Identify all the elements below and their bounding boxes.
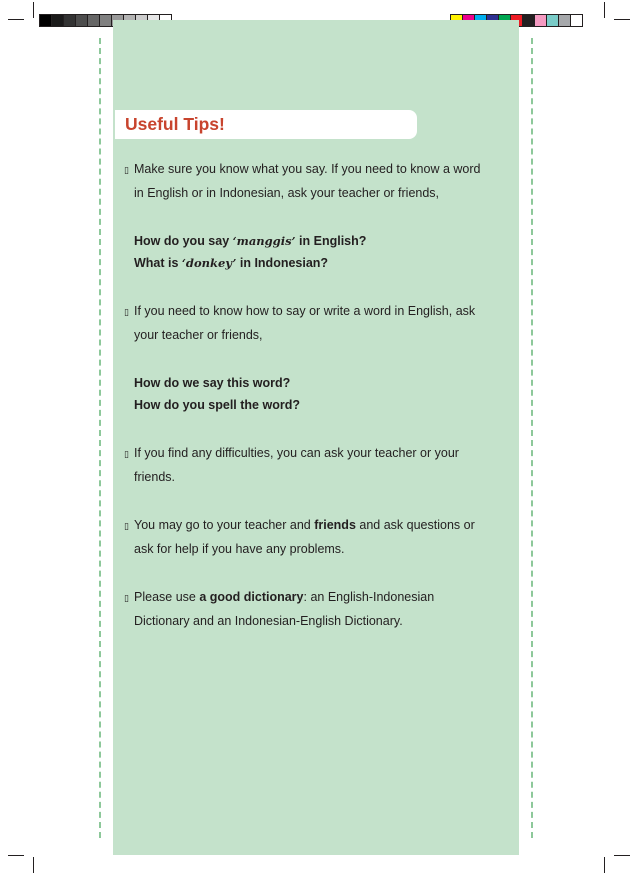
right-guide-line <box>531 38 533 838</box>
emphasis-text: a good dictionary <box>199 590 304 604</box>
tip-text: ask for help if you have any problems. <box>134 542 345 556</box>
example-term: ‘manggis’ <box>232 234 296 248</box>
example-question: How do you say ‘manggis’ in English? <box>134 234 367 248</box>
bullet-icon: ▯ <box>124 166 129 176</box>
tip-5 <box>124 586 519 632</box>
tip-1 <box>124 158 519 204</box>
page-title: Useful Tips! <box>125 114 225 134</box>
crop-mark-br-h <box>614 855 630 856</box>
title-banner <box>115 110 417 139</box>
tip-text: Dictionary and an Indonesian-English Dictionary. <box>134 614 403 628</box>
bullet-icon: ▯ <box>124 594 129 604</box>
tip-text: You may go to your teacher and <box>134 518 315 532</box>
tip-text: your teacher or friends, <box>134 328 263 342</box>
example-question: How do you spell the word? <box>134 398 300 412</box>
tip-text: : an English-Indonesian <box>303 590 435 604</box>
crop-mark-tr-h <box>614 19 630 20</box>
left-guide-line <box>99 38 101 838</box>
tips-content <box>124 158 519 632</box>
tip-text: Please use <box>134 590 200 604</box>
crop-mark-tr-v <box>604 2 605 18</box>
crop-mark-br-v <box>604 857 605 873</box>
bullet-icon: ▯ <box>124 450 129 460</box>
tip-3 <box>124 442 519 488</box>
tip-text: in English or in Indonesian, ask your teacher or friends, <box>134 186 440 200</box>
bullet-icon: ▯ <box>124 522 129 532</box>
tip-text: friends. <box>134 470 175 484</box>
emphasis-text: friends <box>314 518 356 532</box>
crop-mark-tl-h <box>8 19 24 20</box>
tip-2 <box>124 300 519 346</box>
example-question: What is ‘donkey’ in Indonesian? <box>134 256 329 270</box>
tip-text: Make sure you know what you say. If you need to know a word <box>134 162 481 176</box>
tip-4 <box>124 514 519 560</box>
crop-mark-bl-h <box>8 855 24 856</box>
tip-text: If you need to know how to say or write a word in English, ask <box>134 304 476 318</box>
example-term: ‘donkey’ <box>181 256 237 270</box>
bullet-icon: ▯ <box>124 308 129 318</box>
crop-mark-tl-v <box>33 2 34 18</box>
example-question: How do we say this word? <box>134 376 291 390</box>
tip-text: If you find any difficulties, you can ask your teacher or your <box>134 446 459 460</box>
tip-text: and ask questions or <box>355 518 475 532</box>
crop-mark-bl-v <box>33 857 34 873</box>
